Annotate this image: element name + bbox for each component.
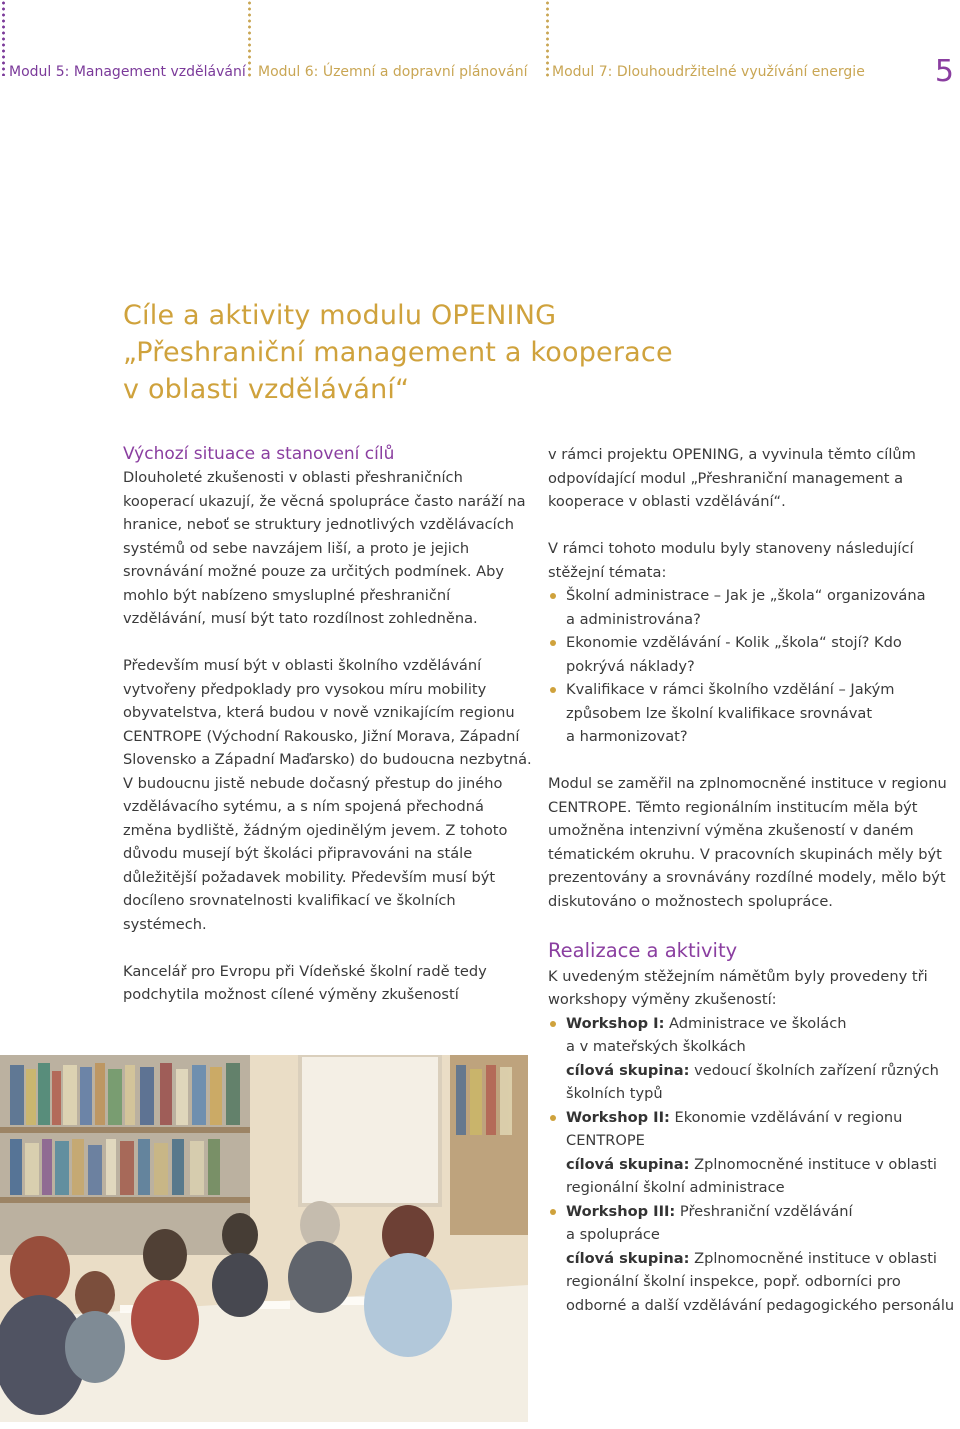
workshop-3-group: Zplnomocněné instituce v oblasti regionální školní inspekce, popř. odborníci pro odborné a další vzdělávání pedagogického personálu [566, 1249, 955, 1314]
workshop-2-title: Workshop II: [566, 1108, 670, 1126]
topic-3-line-2: způsobem lze školní kvalifikace srovnávat [566, 704, 873, 722]
header-dot-rule-1 [2, 0, 5, 76]
left-paragraph-1: Dlouholeté zkušenosti v oblasti přeshraničních kooperací ukazují, že věcná spolupráce často naráží na hranice, neboť se struktury jednotlivých vzdělávacích systémů od sebe navzájem liší, a proto je jejich srovnávání možné pouze za určitých podmínek. Aby mohlo být nabízeno smysluplné přeshraniční vzdělávání, musí být tato rozdílnost zohledněna. [123, 469, 526, 627]
workshop-photo-illustration [0, 1055, 528, 1422]
workshop-2-text: Ekonomie vzdělávání v regionu [674, 1108, 903, 1126]
right-paragraph-3: Modul se zaměřil na zplnomocněné instituce v regionu CENTROPE. Těmto regionálním institucím měla být umožněna intenzivní výměna zkušeností v daném tématickém okruhu. V pracovních skupinách měly být prezentovány a srovnávány rozdílné modely, mělo být diskutováno o možnostech spolupráce. [548, 775, 947, 910]
list-item [548, 1200, 960, 1318]
right-paragraph-4: K uvedeným stěžejním námětům byly provedeny tři workshopy výměny zkušeností: [548, 967, 928, 1008]
right-column [548, 443, 960, 1317]
section-heading-situation: Výchozí situace a stanovení cílů [123, 444, 395, 464]
page-title-line-3: v oblasti vzdělávání“ [123, 374, 410, 405]
workshop-1-text-2: a v mateřských školkách [566, 1038, 746, 1055]
header-module-7: Modul 7: Dlouhoudržitelné využívání energie [552, 64, 865, 80]
workshop-1-group-label: cílová skupina: [566, 1061, 690, 1079]
left-paragraph-2: Především musí být v oblasti školního vzdělávání vytvořeny předpoklady pro vysokou míru mobility obyvatelstva, která budou v nově vznikajícím regionu CENTROPE (Východní Rakousko, Jižní Morava, Západní Slovensko a Západní Maďarsko) do budoucna nezbytná. V budoucnu jistě nebude dočasný přestup do jiného vzdělávacího sytému, a s ním spojená přechodná změna bydliště, žádným ojedinělým jevem. Z tohoto důvodu musejí být školáci připravováni na stále důležitější požadavek mobility. Především musí být docíleno srovnatelnosti kvalifikací ve školních systémech. [123, 657, 532, 933]
header-module-6: Modul 6: Územní a dopravní plánování [258, 64, 528, 80]
workshop-2-group-label: cílová skupina: [566, 1155, 690, 1173]
topic-3-line-1: Kvalifikace v rámci školního vzdělání – Jakým [566, 681, 895, 698]
right-paragraph-1: v rámci projektu OPENING, a vyvinula těmto cílům odpovídající modul „Přeshraniční management a kooperace v oblasti vzdělávání“. [548, 446, 916, 510]
topic-2-line-1: Ekonomie vzdělávání - Kolik „škola“ stojí? Kdo [566, 634, 902, 651]
workshop-1-title: Workshop I: [566, 1014, 665, 1032]
left-paragraph-3: Kancelář pro Evropu při Vídeňské školní radě tedy podchytila možnost cílené výměny zkušeností [123, 962, 487, 1003]
workshops-list [548, 1012, 960, 1318]
header-dot-rule-2 [248, 0, 251, 78]
section-heading-activities: Realizace a aktivity [548, 938, 738, 962]
workshop-photo [0, 1055, 528, 1422]
page-title [123, 297, 673, 408]
workshop-1-group: vedoucí školních zařízení různých školních typů [566, 1061, 939, 1102]
header-dot-rule-3 [546, 0, 549, 78]
workshop-2-group: Zplnomocněné instituce v oblasti regionální školní administrace [566, 1155, 937, 1196]
topic-1-line-1: Školní administrace – Jak je „škola“ organizována [566, 587, 926, 604]
workshop-3-title: Workshop III: [566, 1202, 676, 1220]
topic-2-line-2: pokrývá náklady? [566, 657, 695, 675]
topic-1-line-2: a administrována? [566, 610, 701, 628]
header-module-5: Modul 5: Management vzdělávání [9, 64, 246, 80]
workshop-3-text-2: a spolupráce [566, 1226, 660, 1243]
page-number: 5 [934, 54, 954, 89]
page-title-line-2: „Přeshraniční management a kooperace [123, 337, 673, 368]
page-title-line-1: Cíle a aktivity modulu OPENING [123, 300, 557, 331]
list-item [548, 584, 960, 631]
list-item [548, 631, 960, 678]
right-paragraph-2: V rámci tohoto modulu byly stanoveny následující stěžejní témata: [548, 540, 914, 581]
workshop-1-text: Administrace ve školách [669, 1014, 847, 1032]
workshop-3-group-label: cílová skupina: [566, 1249, 690, 1267]
left-column [123, 443, 535, 1007]
list-item [548, 1106, 960, 1200]
workshop-2-text-2: CENTROPE [566, 1132, 645, 1149]
list-item [548, 1012, 960, 1106]
topic-3-line-3: a harmonizovat? [566, 728, 688, 745]
topics-list [548, 584, 960, 749]
workshop-3-text: Přeshraniční vzdělávání [679, 1202, 853, 1220]
list-item [548, 678, 960, 749]
